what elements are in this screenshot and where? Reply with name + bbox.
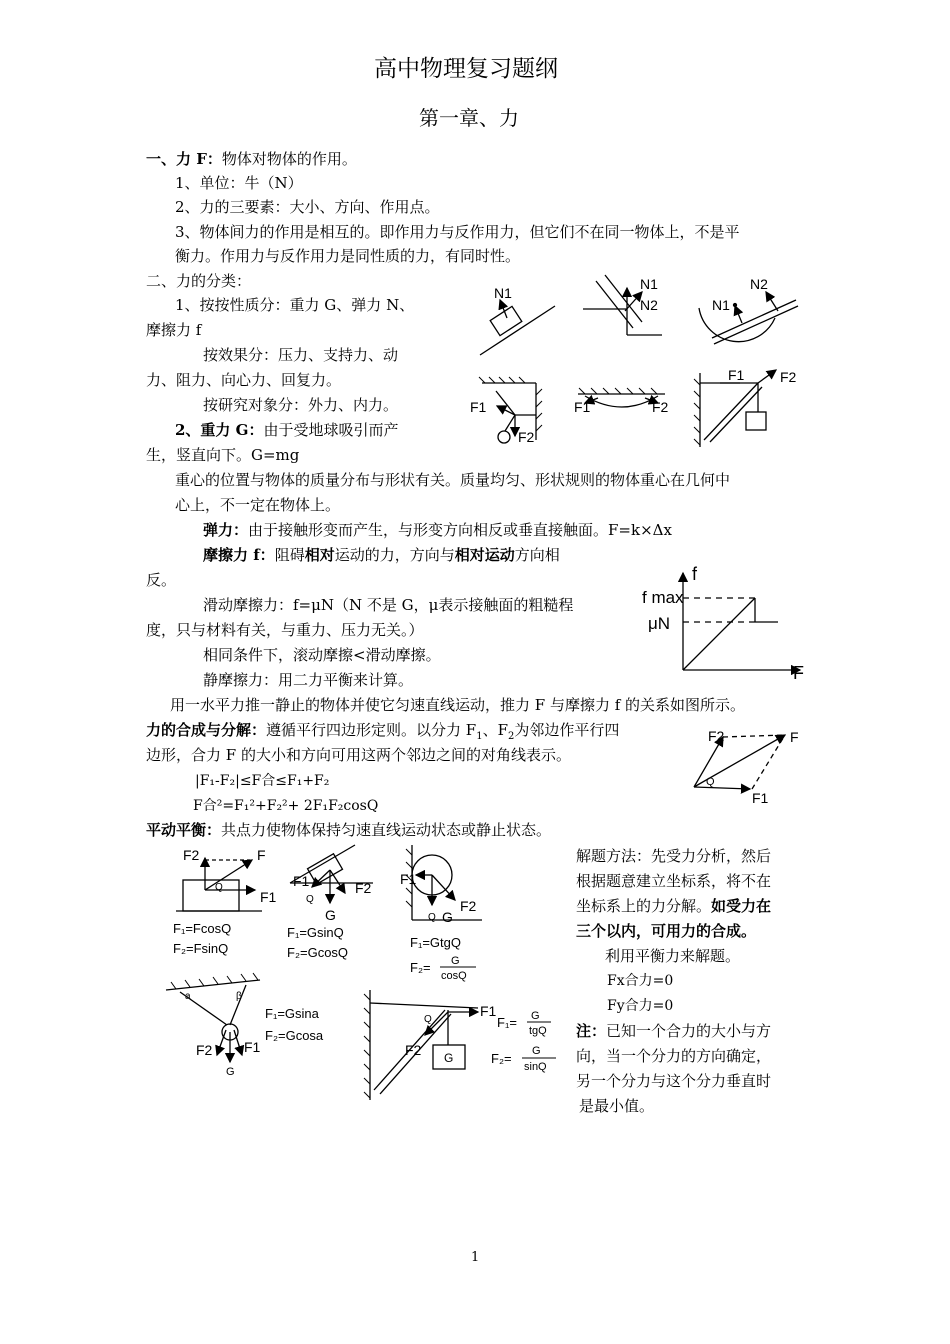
label-f1-2: F1 xyxy=(293,873,310,889)
sliding-1: 滑动摩擦力：f=μN（N 不是 G，μ表示接触面的粗糙程 xyxy=(203,596,574,614)
label-g-4: G xyxy=(226,1066,235,1078)
label-f2-1: F2 xyxy=(183,847,200,863)
composition-body-1b: 、F xyxy=(482,721,508,739)
label-f1-4: F1 xyxy=(244,1039,261,1055)
label-f1-f: F1 xyxy=(728,367,745,383)
method-2: 根据题意建立坐标系，将不在 xyxy=(576,872,772,890)
eq3num: G xyxy=(451,955,460,967)
gravity-body: 由于受地球吸引而产 xyxy=(263,421,399,439)
fy-zero: Fy合力=0 xyxy=(607,998,674,1014)
page-number: 1 xyxy=(471,1250,480,1265)
label-f1-1: F1 xyxy=(260,889,277,905)
label-n1-b: N1 xyxy=(640,276,658,292)
label-f2-5: F2 xyxy=(405,1042,422,1058)
note-4: 是最小值。 xyxy=(579,1097,655,1115)
note-2: 向，当一个分力的方向确定， xyxy=(576,1047,772,1065)
label-g-5: G xyxy=(444,1051,454,1065)
eq5b: F₂= xyxy=(491,1051,512,1066)
friction-p2: 运动的力，方向与 xyxy=(334,546,455,564)
sec1-mutual-1: 3、物体间力的作用是相互的。即作用力与反作用力，但它们不在同一物体上，不是平 xyxy=(175,223,740,241)
label-f-axis: f xyxy=(692,564,698,584)
sec1-def: 物体对物体的作用。 xyxy=(221,150,357,168)
sliding-2: 度，只与材料有关，与重力、压力无关。） xyxy=(146,621,424,639)
method-bold-2: 三个以内，可用力的合成。 xyxy=(576,922,757,940)
method-4: 利用平衡力来解题。 xyxy=(605,947,741,965)
composition-body-1c: 为邻边作平行四 xyxy=(514,721,620,739)
method-1: 解题方法：先受力分析，然后 xyxy=(576,847,772,865)
label-f2-2: F2 xyxy=(355,880,372,896)
composition-formula: F合²=F₁²+F₂²+ 2F₁F₂cosQ xyxy=(193,798,379,814)
label-f2-4: F2 xyxy=(196,1042,213,1058)
eq4a: F₁=Gsina xyxy=(265,1006,319,1021)
label-f-h: F xyxy=(790,729,799,745)
label-f-1: F xyxy=(257,847,266,863)
eq3a: F₁=GtgQ xyxy=(410,935,461,950)
eq1b: F₂=FsinQ xyxy=(173,941,229,956)
elastic-head: 弹力： xyxy=(203,521,249,539)
rolling: 相同条件下，滚动摩擦<滑动摩擦。 xyxy=(203,646,441,664)
label-q-2: Q xyxy=(306,894,314,905)
sec1-unit: 1、单位：牛（N） xyxy=(175,174,303,192)
label-q-1: Q xyxy=(215,882,223,893)
gravity-2: 生，竖直向下。G=mg xyxy=(146,446,300,464)
label-fmax: f max xyxy=(642,588,684,607)
sec2-nature-1: 1、按按性质分：重力 G、弹力 N、 xyxy=(175,296,415,314)
friction-b2: 相对运动 xyxy=(454,546,515,564)
label-f1-3: F1 xyxy=(400,871,417,887)
eq5aden: tgQ xyxy=(529,1025,547,1037)
note-3: 另一个分力与这个分力垂直时 xyxy=(576,1072,772,1090)
elastic-body: 由于接触形变而产生，与形变方向相反或垂直接触面。F=k×Δx xyxy=(248,521,672,539)
composition-line-2: 边形，合力 F 的大小和方向可用这两个邻边之间的对角线表示。 xyxy=(146,746,571,764)
composition-inequality: |F₁-F₂|≤F合≤F₁+F₂ xyxy=(195,773,330,789)
label-f2-h: F2 xyxy=(708,728,725,744)
note-1: 已知一个合力的大小与方 xyxy=(606,1022,772,1040)
sec2-effect-1: 按效果分：压力、支持力、动 xyxy=(203,346,399,364)
composition-line-1: 力的合成与分解：遵循平行四边形定则。以分力 $F_1$、$F_2$为邻边作平行四 xyxy=(146,721,620,742)
friction-p3: 方向相 xyxy=(514,546,560,564)
push-text: 用一水平力推一静止的物体并使它匀速直线运动，推力 F 与摩擦力 f 的关系如图所示。 xyxy=(170,696,746,714)
label-f1-d: F1 xyxy=(470,399,487,415)
method-bold-1: 如受力在 xyxy=(711,897,772,915)
label-f2-3: F2 xyxy=(460,898,477,914)
sec2-nature-2: 摩擦力 f xyxy=(146,321,202,339)
hatching xyxy=(171,377,700,1098)
label-b-4: β xyxy=(236,991,242,1002)
label-q-5: Q xyxy=(424,1014,432,1025)
bracket-g-figure xyxy=(370,990,478,1100)
equilibrium-head: 平动平衡： xyxy=(146,821,222,839)
sec2-object: 按研究对象分：外力、内力。 xyxy=(203,396,399,414)
eq5a: F₁= xyxy=(497,1015,517,1030)
eq2a: F₁=GsinQ xyxy=(287,925,344,940)
label-F-axis: F xyxy=(793,663,804,683)
label-f1-e: F1 xyxy=(574,399,591,415)
label-mun: μN xyxy=(648,614,671,633)
eq5bden: sinQ xyxy=(524,1061,547,1073)
label-f2-f: F2 xyxy=(780,369,797,385)
eq3den: cosQ xyxy=(441,970,467,982)
fx-zero: Fx合力=0 xyxy=(607,973,674,989)
friction-graph-figure xyxy=(683,573,800,670)
eq1a: F₁=FcosQ xyxy=(173,921,232,936)
method-3: 坐标系上的力分解。 xyxy=(576,897,712,915)
sec2-effect-2: 力、阻力、向心力、回复力。 xyxy=(146,371,342,389)
label-q-3: Q xyxy=(428,912,436,923)
sec1-elements: 2、力的三要素：大小、方向、作用点。 xyxy=(175,198,440,216)
label-a-4: a xyxy=(185,991,191,1002)
chapter-title: 第一章、力 xyxy=(419,106,519,130)
label-g-2: G xyxy=(325,907,336,923)
label-f1-h: F1 xyxy=(752,790,769,806)
label-f2-d: F2 xyxy=(518,429,535,445)
center-1: 重心的位置与物体的质量分布与形状有关。质量均匀、形状规则的物体重心在几何中 xyxy=(175,471,731,489)
gravity-head: 2、重力 G： xyxy=(175,421,264,439)
sec1-mutual-2: 衡力。作用力与反作用力是同性质的力，有同时性。 xyxy=(175,247,521,265)
label-n2-c: N2 xyxy=(750,276,768,292)
equilibrium-body: 共点力使物体保持匀速直线运动状态或静止状态。 xyxy=(221,821,552,839)
sec2-head: 二、力的分类： xyxy=(146,272,252,290)
eq5bnum: G xyxy=(532,1045,541,1057)
eq3b: F₂= xyxy=(410,960,431,975)
sec1-head: 一、力 F： xyxy=(146,150,222,168)
composition-head: 力的合成与分解： xyxy=(146,721,267,739)
friction-2: 反。 xyxy=(146,571,177,589)
eq2b: F₂=GcosQ xyxy=(287,945,349,960)
incline-block-figure xyxy=(480,300,555,355)
note-head: 注： xyxy=(576,1022,607,1040)
label-n1-c: N1 xyxy=(712,297,730,313)
label-f2-e: F2 xyxy=(652,399,669,415)
eq4b: F₂=Gcosa xyxy=(265,1028,324,1043)
page-title: 高中物理复习题纲 xyxy=(374,56,558,82)
center-2: 心上，不一定在物体上。 xyxy=(175,496,341,514)
label-g-3: G xyxy=(442,909,453,925)
static-friction: 静摩擦力：用二力平衡来计算。 xyxy=(203,671,414,689)
eq5anum: G xyxy=(531,1010,540,1022)
label-n1-a: N1 xyxy=(494,285,512,301)
composition-body-1: 遵循平行四边形定则。以分力 F xyxy=(266,721,477,739)
friction-head: 摩擦力 f： xyxy=(203,546,275,564)
label-f1-5: F1 xyxy=(480,1003,497,1019)
friction-b1: 相对 xyxy=(304,546,335,564)
label-n2-b: N2 xyxy=(640,297,658,313)
label-q-h: Q xyxy=(706,776,715,788)
friction-p1: 阻碍 xyxy=(274,546,305,564)
